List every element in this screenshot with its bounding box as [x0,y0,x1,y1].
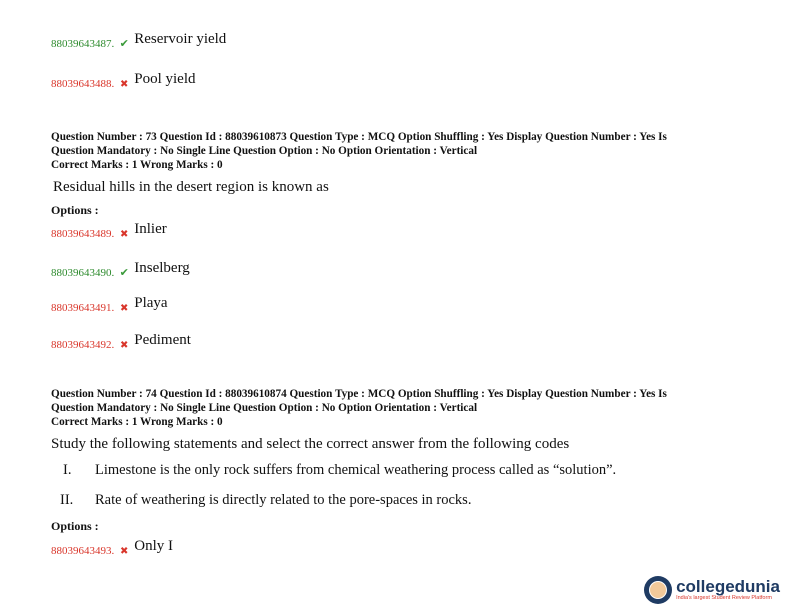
question-meta-line: Question Number : 74 Question Id : 88039610874 Question Type : MCQ Option Shuffling : Yes Display Question Number : Yes Is [51,388,667,400]
option-text: Inlier [134,221,167,237]
cross-icon: ✖ [120,229,129,240]
option-id: 88039643491. [51,302,115,314]
question-meta-line: Question Mandatory : No Single Line Question Option : No Option Orientation : Vertical [51,145,478,157]
check-icon: ✔ [119,38,129,50]
statement-number: I. [63,462,72,478]
option-row [51,71,196,92]
option-id: 88039643487. [51,38,115,50]
options-label: Options : [51,203,99,217]
cross-icon: ✖ [120,79,129,90]
statement-number: II. [60,492,74,508]
cross-icon: ✖ [120,303,129,314]
question-meta-line: Question Number : 73 Question Id : 88039610873 Question Type : MCQ Option Shuffling : Yes Display Question Number : Yes Is [51,131,667,143]
logo-tagline: India's largest Student Review Platform [676,595,772,601]
question-meta [51,387,667,429]
options-label: Options : [51,519,99,533]
option-text: Reservoir yield [134,31,227,47]
option-text: Only I [134,538,173,554]
option-row [51,260,190,281]
logo-name: collegedunia [676,577,780,596]
statement-text: Limestone is the only rock suffers from chemical weathering process called as “solution”. [95,462,617,478]
option-row [51,332,191,353]
option-text: Inselberg [134,260,190,276]
option-row [51,295,168,316]
check-icon: ✔ [119,267,129,279]
option-text: Playa [134,295,168,311]
option-id: 88039643490. [51,267,115,279]
option-text: Pool yield [134,71,196,87]
option-id: 88039643489. [51,228,115,240]
option-row [51,31,227,52]
question-meta-line: Question Mandatory : No Single Line Question Option : No Option Orientation : Vertical [51,402,478,414]
mascot-icon [644,576,672,604]
option-id: 88039643488. [51,78,115,90]
cross-icon: ✖ [120,546,129,557]
question-text: Study the following statements and select the correct answer from the following codes [51,436,570,452]
question-marks: Correct Marks : 1 Wrong Marks : 0 [51,159,223,171]
statement-text: Rate of weathering is directly related to the pore-spaces in rocks. [95,492,472,508]
option-id: 88039643493. [51,545,115,557]
option-text: Pediment [134,332,191,348]
option-id: 88039643492. [51,339,115,351]
collegedunia-logo [644,576,780,604]
option-row [51,221,167,242]
cross-icon: ✖ [120,340,129,351]
question-marks: Correct Marks : 1 Wrong Marks : 0 [51,416,223,428]
option-row [51,538,173,559]
question-text: Residual hills in the desert region is known as [53,179,329,195]
question-meta [51,130,667,172]
